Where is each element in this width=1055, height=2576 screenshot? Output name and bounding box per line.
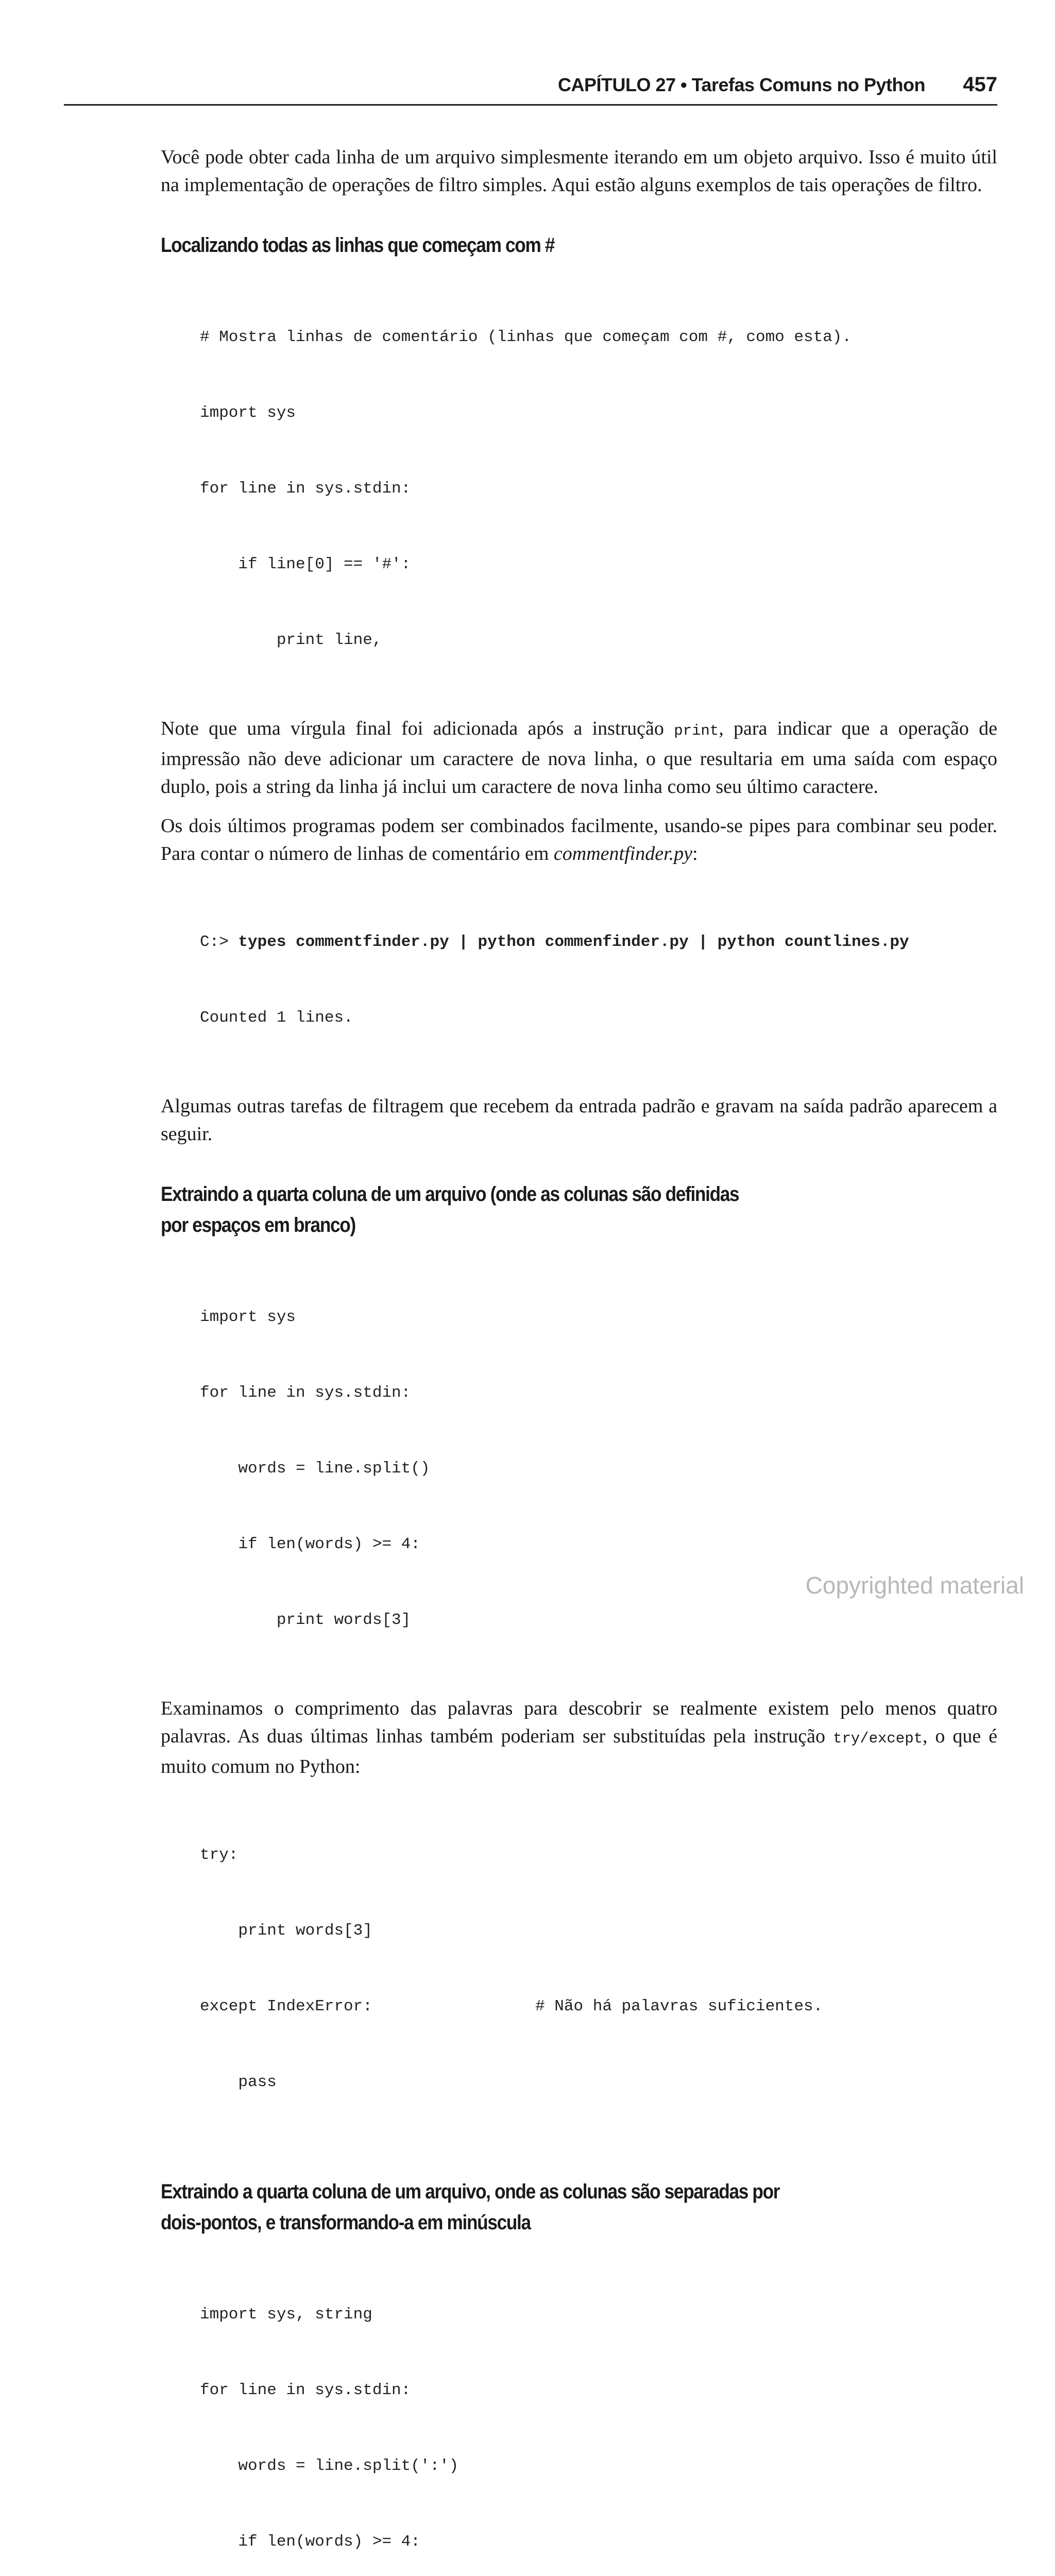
pipes-paragraph (161, 812, 997, 868)
code-line: if len(words) >= 4: (200, 2533, 420, 2551)
command-output: Counted 1 lines. (200, 1009, 353, 1027)
running-header (64, 72, 997, 106)
heading-line: Extraindo a quarta coluna de um arquivo, onde as colunas são separadas por (161, 2180, 780, 2203)
shell-command: types commentfinder.py | python commenfinder.py | python countlines.py (238, 933, 909, 951)
heading-line: por espaços em branco) (161, 1214, 355, 1236)
section-heading-fourth-column-whitespace (161, 1179, 993, 1241)
code-line: import sys (200, 1308, 296, 1326)
shell-prompt: C:> (200, 933, 239, 951)
text-run: , para indicar que a operação de impressão não deve adicionar um caractere de nova linha, o que resultaria em uma saída com espaço duplo, pois a string da linha já inclui um caractere de nova linha como seu último caractere. (161, 718, 998, 798)
code-line: except IndexError: # Não há palavras suficientes. (200, 1997, 823, 2015)
code-line: import sys, string (200, 2306, 372, 2324)
code-line: words = line.split(':') (200, 2457, 459, 2475)
running-title: CAPÍTULO 27 • Tarefas Comuns no Python (557, 74, 925, 95)
text-run: Os dois últimos programas podem ser combinados facilmente, usando-se pipes para combinar seu poder. Para contar o número de linhas de comentário em (161, 815, 997, 865)
page-number: 457 (963, 73, 997, 96)
code-line: for line in sys.stdin: (200, 2381, 411, 2399)
text-run: Note que uma vírgula final foi adicionada após a instrução (161, 718, 674, 739)
section-heading-lines-with-hash: Localizando todas as linhas que começam com # (161, 234, 555, 257)
code-line: # Mostra linhas de comentário (linhas que começam com #, como esta). (200, 328, 852, 346)
text-run: , o que é muito comum no Python: (161, 1725, 997, 1777)
code-line: print words[3] (200, 1922, 372, 1940)
print-comma-paragraph (161, 715, 997, 801)
try-except-paragraph (161, 1694, 997, 1781)
inline-code: print (674, 722, 719, 739)
code-line: words = line.split() (200, 1460, 430, 1478)
code-line: print line, (200, 631, 382, 649)
code-line: import sys (200, 404, 296, 422)
code-line: pass (200, 2073, 277, 2091)
code-block-shell-pipeline (200, 879, 997, 1081)
copyright-watermark: Copyrighted material (805, 1572, 1024, 1599)
inline-code: except (869, 1730, 923, 1747)
filename: commentfinder.py (553, 843, 693, 865)
intro-paragraph: Você pode obter cada linha de um arquivo simplesmente iterando em um objeto arquivo. Isso é muito útil na implementação de operações de filtro simples. Aqui estão alguns exemplos de tais operações de filtro. (161, 146, 997, 196)
heading-line: dois-pontos, e transformando-a em minúscula (161, 2211, 531, 2234)
code-line: try: (200, 1846, 239, 1864)
code-block-comment-finder (200, 274, 997, 703)
code-line: if len(words) >= 4: (200, 1535, 420, 1553)
code-line: print words[3] (200, 1611, 411, 1629)
heading-line: Extraindo a quarta coluna de um arquivo (onde as colunas são definidas (161, 1183, 739, 1206)
other-filters-paragraph: Algumas outras tarefas de filtragem que recebem da entrada padrão e gravam na saída padrão aparecem a seguir. (161, 1095, 997, 1145)
code-block-split-colon (200, 2251, 997, 2576)
code-block-try-except (200, 1792, 997, 2145)
command-line (200, 929, 997, 955)
text-run: : (692, 843, 698, 865)
code-line: for line in sys.stdin: (200, 480, 411, 498)
inline-code: try/ (832, 1730, 869, 1747)
section-heading-fourth-column-colon (161, 2176, 993, 2238)
code-line: for line in sys.stdin: (200, 1384, 411, 1402)
code-line: if line[0] == '#': (200, 555, 411, 573)
text-run: Examinamos o comprimento das palavras para descobrir se realmente existem pelo menos quatro palavras. As duas últimas linhas também poderiam ser substituídas pela instrução (161, 1698, 997, 1747)
page-content (161, 143, 997, 2576)
code-block-split-whitespace (200, 1254, 997, 1683)
